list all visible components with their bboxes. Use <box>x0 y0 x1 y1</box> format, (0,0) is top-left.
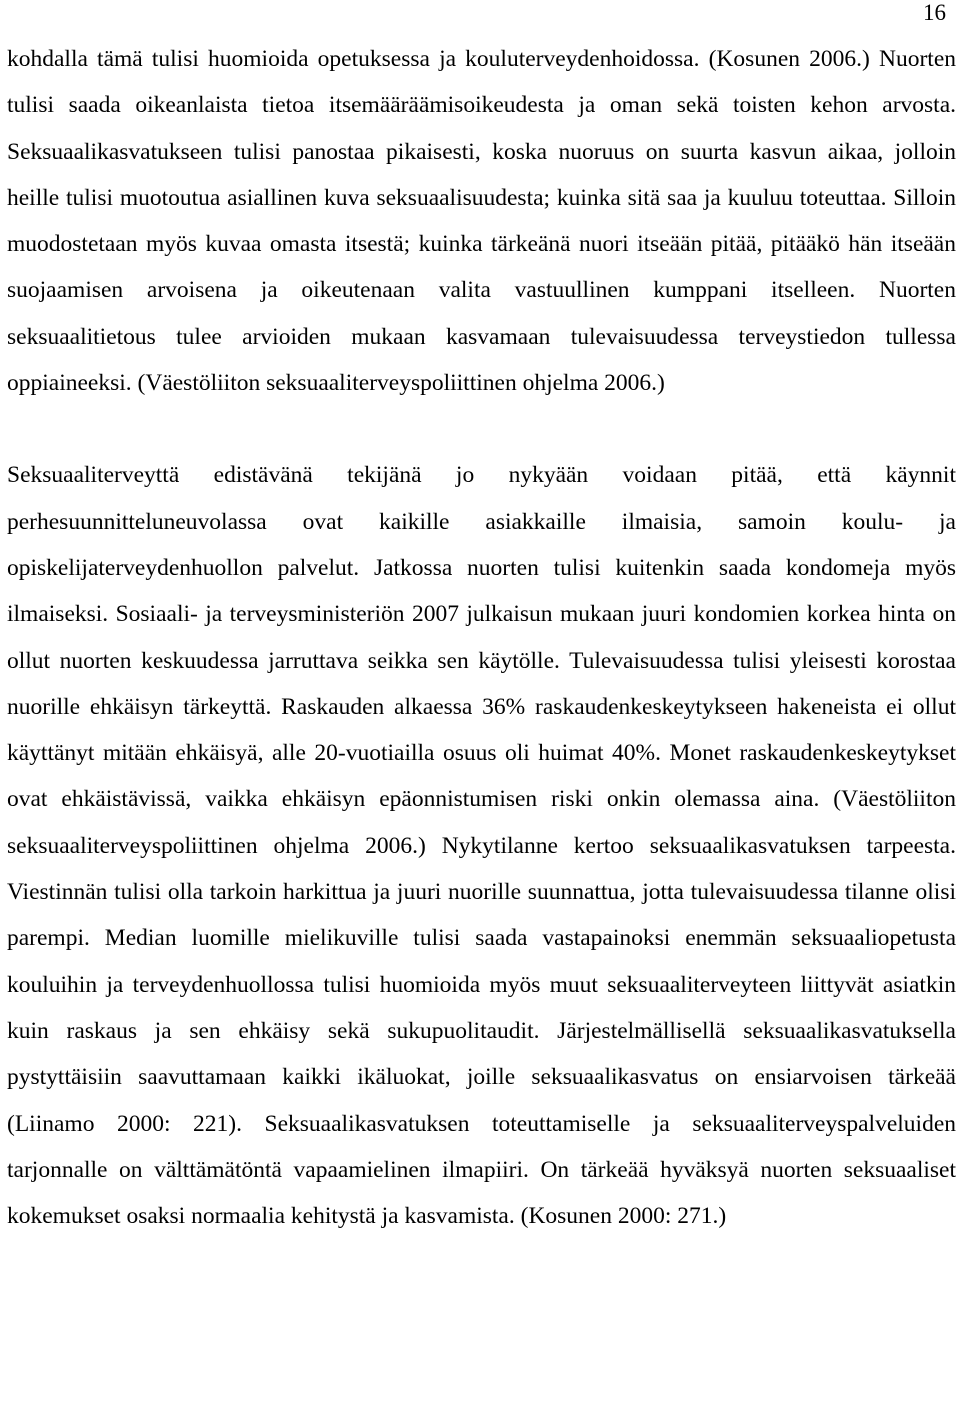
paragraph-2: Seksuaaliterveyttä edistävänä tekijänä jo nykyään voidaan pitää, että käynnit perhesuunnitteluneuvolassa ovat kaikille asiakkaille ilmaisia, samoin koulu- ja opiskelijaterveydenhuollon palvelut. Jatkossa nuorten tulisi kuitenkin saada kondomeja myös ilmaiseksi. Sosiaali- ja terveysministeriön 2007 julkaisun mukaan juuri kondomien korkea hinta on ollut nuorten keskuudessa jarruttava seikka sen käytölle. Tulevaisuudessa tulisi yleisesti korostaa nuorille ehkäisyn tärkeyttä. Raskauden alkaessa 36% raskaudenkeskeytykseen hakeneista ei ollut käyttänyt mitään ehkäisyä, alle 20-vuotiailla osuus oli huimat 40%. Monet raskaudenkeskeytykset ovat ehkäistävissä, vaikka ehkäisyn epäonnistumisen riski onkin olemassa aina. (Väestöliiton seksuaaliterveyspoliittinen ohjelma 2006.) Nykytilanne kertoo seksuaalikasvatuksen tarpeesta. Viestinnän tulisi olla tarkoin harkittua ja juuri nuorille suunnattua, jotta tulevaisuudessa tilanne olisi parempi. Median luomille mielikuville tulisi saada vastapainoksi enemmän seksuaaliopetusta kouluihin ja terveydenhuollossa tulisi huomioida myös muut seksuaaliterveyteen liittyvät asiatkin kuin raskaus ja sen ehkäisy sekä sukupuolitaudit. Järjestelmällisellä seksuaalikasvatuksella pystyttäisiin saavuttamaan kaikki ikäluokat, joille seksuaalikasvatus on ensiarvoisen tärkeää (Liinamo 2000: 221). Seksuaalikasvatuksen toteuttamiselle ja seksuaaliterveyspalveluiden tarjonnalle on välttämätöntä vapaamielinen ilmapiiri. On tärkeää hyväksyä nuorten seksuaaliset kokemukset osaksi normaalia kehitystä ja kasvamista. (Kosunen 2000: 271.) <box>7 462 956 1230</box>
document-body <box>7 36 956 1239</box>
page-number: 16 <box>923 0 946 25</box>
paragraph-1: kohdalla tämä tulisi huomioida opetuksessa ja kouluterveydenhoidossa. (Kosunen 2006.) Nuorten tulisi saada oikeanlaista tietoa itsemääräämisoikeudesta ja oman sekä toisten kehon arvosta. Seksuaalikasvatukseen tulisi panostaa pikaisesti, koska nuoruus on suurta kasvun aikaa, jolloin heille tulisi muotoutua asiallinen kuva seksuaalisuudesta; kuinka sitä saa ja kuuluu toteuttaa. Silloin muodostetaan myös kuvaa omasta itsestä; kuinka tärkeänä nuori itseään pitää, pitääkö hän itseään suojaamisen arvoisena ja oikeutenaan valita vastuullinen kumppani itselleen. Nuorten seksuaalitietous tulee arvioiden mukaan kasvamaan tulevaisuudessa terveystiedon tullessa oppiaineeksi. (Väestöliiton seksuaaliterveyspoliittinen ohjelma 2006.) <box>7 46 956 397</box>
